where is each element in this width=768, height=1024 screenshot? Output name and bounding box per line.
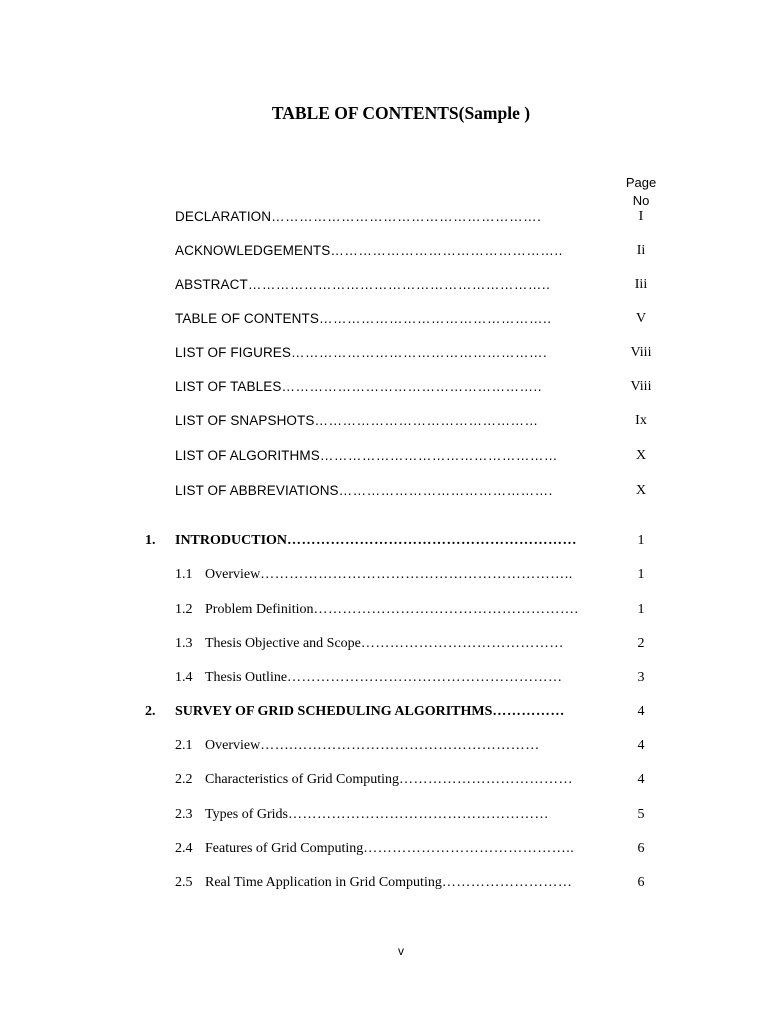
section-page: 1 <box>637 602 645 617</box>
toc-entry-page: Viii <box>630 345 652 360</box>
section-label: 2.5 Real Time Application in Grid Computing……………………… <box>175 875 573 890</box>
toc-section-2-2 <box>0 772 768 792</box>
section-label: 2.3 Types of Grids……………………………………………… <box>175 807 550 822</box>
section-label: 2.1 Overview…….…………………………………………… <box>175 738 540 753</box>
toc-entry-label: LIST OF SNAPSHOTS………………………………………… <box>175 413 539 428</box>
toc-entry-abstract <box>0 277 768 297</box>
toc-entry-page: Ii <box>636 243 646 258</box>
page-header-line-1: Page <box>625 175 657 190</box>
toc-entry-list-of-tables <box>0 379 768 399</box>
toc-entry-list-of-abbreviations <box>0 483 768 503</box>
toc-entry-label: LIST OF ABBREVIATIONS………………………………………. <box>175 483 553 498</box>
chapter-number: 2. <box>145 704 156 719</box>
section-label: 1.1 Overview……………………………………………………….. <box>175 567 573 582</box>
toc-entry-list-of-figures <box>0 345 768 365</box>
toc-section-2-5 <box>0 875 768 895</box>
toc-entry-page: Viii <box>630 379 652 394</box>
section-label: 2.2 Characteristics of Grid Computing……………………………… <box>175 772 574 787</box>
toc-entry-label: LIST OF ALGORITHMS…………………………………………… <box>175 448 558 463</box>
section-page: 3 <box>637 670 645 685</box>
toc-section-1-2 <box>0 602 768 622</box>
toc-entry-table-of-contents <box>0 311 768 331</box>
toc-entry-label: ABSTRACT……………………………………………………….. <box>175 277 551 292</box>
toc-entry-label: DECLARATION…………………………………………………. <box>175 209 542 224</box>
toc-entry-page: Iii <box>634 277 648 292</box>
section-label: 2.4 Features of Grid Computing…………………………………….. <box>175 841 575 856</box>
toc-entry-label: LIST OF TABLES……………………………………………….. <box>175 379 542 394</box>
chapter-number: 1. <box>145 533 156 548</box>
toc-section-1-3 <box>0 636 768 656</box>
toc-entry-page: Ix <box>635 413 647 428</box>
toc-entry-page: I <box>638 209 644 224</box>
section-page: 2 <box>637 636 645 651</box>
section-page: 1 <box>637 567 645 582</box>
toc-section-2-1 <box>0 738 768 758</box>
chapter-label: INTRODUCTION…………………………………………………… <box>175 533 578 548</box>
section-page: 6 <box>637 841 645 856</box>
section-page: 4 <box>637 738 645 753</box>
section-label: 1.4 Thesis Outline………………………………………………… <box>175 670 563 685</box>
page-number-column-header <box>615 174 667 210</box>
toc-section-1-4 <box>0 670 768 690</box>
section-page: 5 <box>637 807 645 822</box>
page-header-line-2: No <box>632 193 650 208</box>
toc-section-2-3 <box>0 807 768 827</box>
section-page: 6 <box>637 875 645 890</box>
toc-section-1-1 <box>0 567 768 587</box>
toc-entry-declaration <box>0 209 768 229</box>
page-title: TABLE OF CONTENTS(Sample ) <box>271 103 531 123</box>
toc-chapter-1 <box>0 533 768 553</box>
chapter-page: 1 <box>637 533 645 548</box>
toc-entry-label: TABLE OF CONTENTS………………………………………….. <box>175 311 552 326</box>
toc-entry-page: V <box>635 311 647 326</box>
chapter-label: SURVEY OF GRID SCHEDULING ALGORITHMS…………… <box>175 704 565 719</box>
toc-entry-acknowledgements <box>0 243 768 263</box>
toc-entry-list-of-snapshots <box>0 413 768 433</box>
toc-entry-label: ACKNOWLEDGEMENTS………………………………………….. <box>175 243 563 258</box>
toc-section-2-4 <box>0 841 768 861</box>
section-label: 1.2 Problem Definition………………………………………………. <box>175 602 579 617</box>
toc-entry-label: LIST OF FIGURES………………………………………………. <box>175 345 548 360</box>
footer-page-number: v <box>398 944 404 958</box>
toc-entry-page: X <box>635 483 647 498</box>
toc-entry-list-of-algorithms <box>0 448 768 468</box>
toc-entry-page: X <box>635 448 647 463</box>
section-page: 4 <box>637 772 645 787</box>
chapter-page: 4 <box>637 704 645 719</box>
section-label: 1.3 Thesis Objective and Scope…………………………………… <box>175 636 564 651</box>
toc-chapter-2 <box>0 704 768 724</box>
